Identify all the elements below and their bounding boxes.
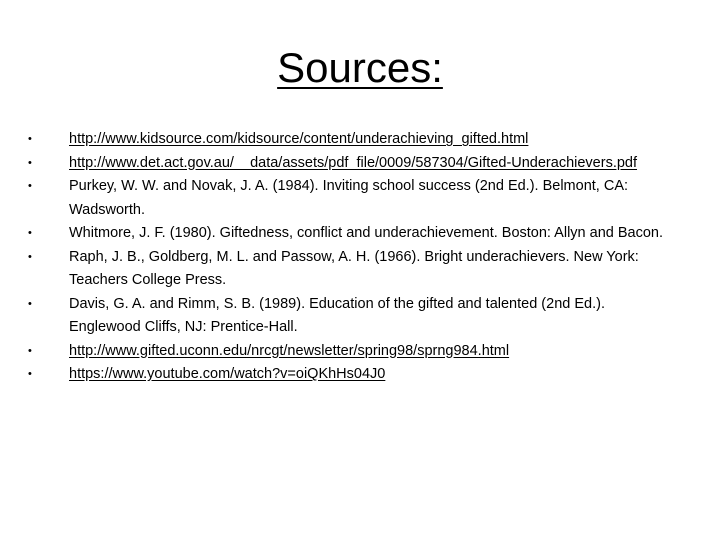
bullet-icon: • <box>28 156 32 169</box>
source-item-4 <box>28 222 678 246</box>
source-item-2 <box>28 152 678 176</box>
source-citation-purkey: Purkey, W. W. and Novak, J. A. (1984). Inviting school success (2nd Ed.). Belmont, CA: Wadsworth. <box>69 178 629 218</box>
source-citation-raph: Raph, J. B., Goldberg, M. L. and Passow, A. H. (1966). Bright underachievers. New York: Teachers College Press. <box>69 248 639 288</box>
source-link-uconn[interactable]: http://www.gifted.uconn.edu/nrcgt/newsletter/spring98/sprng984.html <box>69 342 510 359</box>
source-item-3 <box>28 175 678 222</box>
source-list <box>28 128 678 387</box>
source-link-youtube[interactable]: https://www.youtube.com/watch?v=oiQKhHs04J0 <box>69 366 386 382</box>
bullet-icon: • <box>28 180 32 192</box>
source-citation-davis: Davis, G. A. and Rimm, S. B. (1989). Education of the gifted and talented (2nd Ed.). Englewood Cliffs, NJ: Prentice-Hall. <box>69 295 605 335</box>
source-item-8 <box>28 363 678 387</box>
bullet-icon: • <box>28 250 32 263</box>
source-link-det-act[interactable]: http://www.det.act.gov.au/__data/assets/pdf_file/0009/587304/Gifted-Underachievers.pdf <box>69 154 638 171</box>
bullet-icon: • <box>28 297 32 310</box>
bullet-icon: • <box>28 368 32 380</box>
source-citation-whitmore: Whitmore, J. F. (1980). Giftedness, conflict and underachievement. Boston: Allyn and Bacon. <box>69 225 664 241</box>
source-item-5 <box>28 246 678 293</box>
source-item-6 <box>28 293 678 340</box>
slide-title: Sources: <box>277 44 443 91</box>
bullet-icon: • <box>28 227 32 239</box>
source-link-kidsource[interactable]: http://www.kidsource.com/kidsource/content/underachieving_gifted.html <box>69 131 529 147</box>
bullet-icon: • <box>28 133 32 145</box>
source-item-1 <box>28 128 678 152</box>
source-item-7 <box>28 340 678 364</box>
bullet-icon: • <box>28 344 32 357</box>
